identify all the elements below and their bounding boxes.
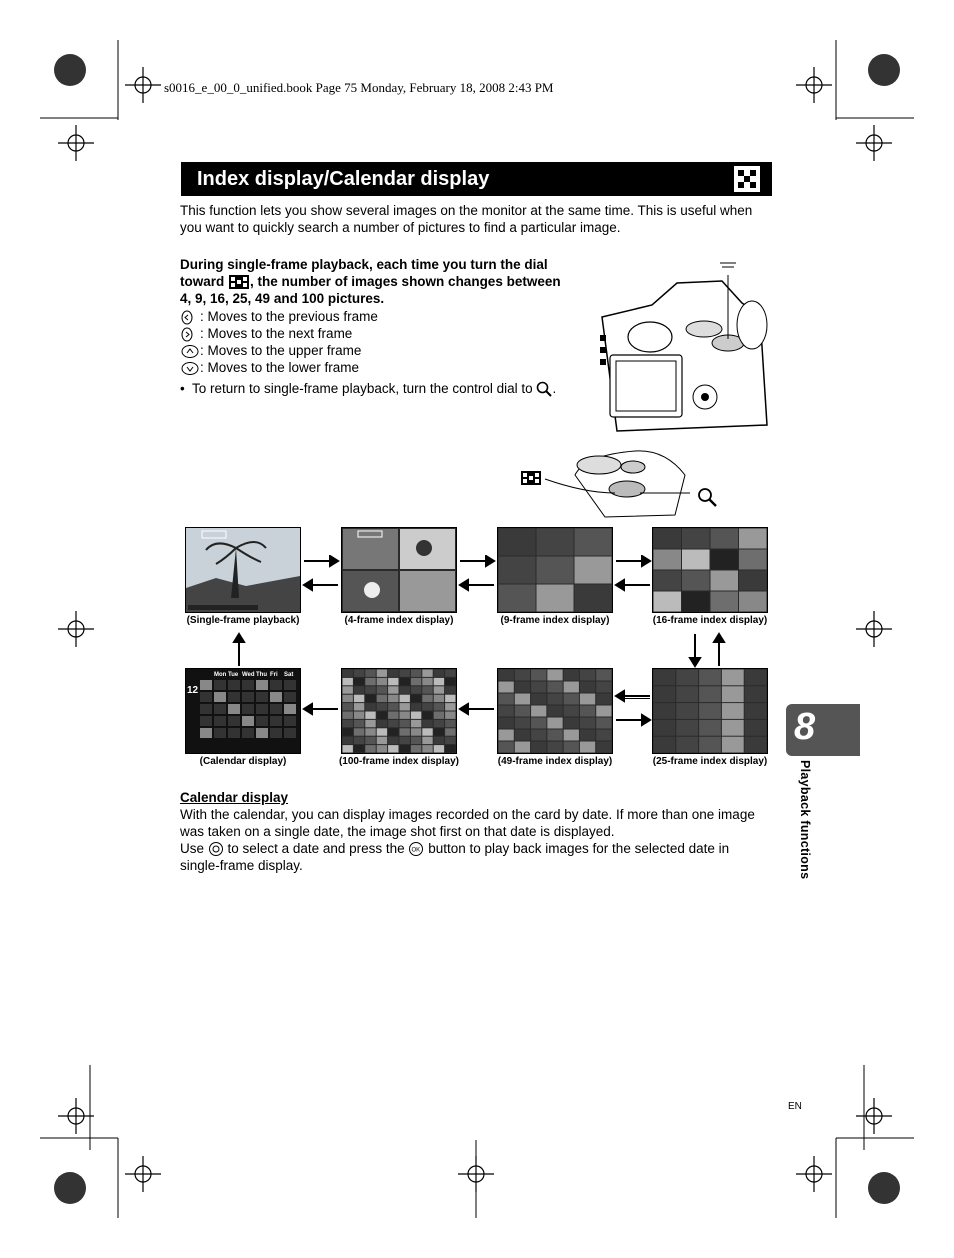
thumbnail-cell: [564, 670, 579, 681]
thumbnail-cell: [422, 737, 432, 744]
down-arrow-icon: [180, 361, 200, 376]
calendar-day-header: Thu: [256, 672, 267, 678]
thumbnail-cell: [377, 670, 387, 677]
thumbnail-cell: [654, 737, 676, 753]
calendar-day-cell: [284, 680, 296, 690]
thumbnail-cell: [682, 529, 710, 549]
thumbnail-cell: [400, 686, 410, 693]
left-arrow-icon: [180, 310, 200, 325]
thumbnail-cell: [499, 529, 536, 556]
caption-nine: (9-frame index display): [500, 615, 610, 626]
thumbnail-cell: [400, 670, 410, 677]
thumbnail-cell: [388, 678, 398, 685]
thumbnail-cell: [499, 742, 514, 753]
calendar-day-cell: [270, 680, 282, 690]
calendar-day-cell: [242, 680, 254, 690]
thumbnail-cell: [422, 670, 432, 677]
calendar-paragraph-1: With the calendar, you can display images recorded on the card by date. If more than one image was taken on a single date, the image shot first on that date is displayed.: [180, 807, 755, 839]
thumbnail-cell: [365, 686, 375, 693]
moves-list: [180, 308, 580, 376]
calendar-day-header: Wed: [242, 672, 255, 678]
thumbnail-cell: [682, 592, 710, 612]
instruction-line-3: 4, 9, 16, 25, 49 and 100 pictures.: [180, 291, 385, 307]
calendar-day-cell: [256, 692, 268, 702]
thumbnail-cell: [575, 529, 612, 556]
calendar-day-cell: [228, 716, 240, 726]
thumbnail-cell: [547, 730, 562, 741]
thumbnail-cell: [388, 686, 398, 693]
thumbnail-cell: [676, 686, 698, 702]
calendar-section: [180, 789, 770, 874]
calendar-day-cell: [200, 704, 212, 714]
thumbnail-cell: [354, 737, 364, 744]
thumbnail-cell: [564, 730, 579, 741]
thumbnail-cell: [422, 745, 432, 752]
thumbnail-cell: [343, 686, 353, 693]
thumbnail-cell: [400, 737, 410, 744]
thumbnail-cell: [400, 678, 410, 685]
thumbnail-cell: [377, 737, 387, 744]
calendar-day-cell: [200, 692, 212, 702]
thumbnail-cell: [377, 728, 387, 735]
thumbnail-cell: [422, 678, 432, 685]
svg-text:OK: OK: [411, 847, 421, 854]
thumbnail-cell: [711, 550, 739, 570]
thumbnail-cell: [745, 703, 767, 719]
thumbnail-cell: [654, 720, 676, 736]
thumbnail-cell: [745, 737, 767, 753]
thumbnail-cell: [377, 745, 387, 752]
thumbnail-cell: [531, 730, 546, 741]
thumbnail-cell: [434, 737, 444, 744]
thumbnail-cell: [422, 686, 432, 693]
calendar-day-cell: [242, 716, 254, 726]
chapter-number: 8: [794, 706, 816, 748]
thumbnail-cell: [343, 745, 353, 752]
calendar-day-header: Fri: [270, 672, 278, 678]
thumbnail-cell: [445, 678, 455, 685]
move-item: : Moves to the lower frame: [180, 359, 580, 376]
calendar-day-cell: [270, 716, 282, 726]
calendar-day-cell: [214, 680, 226, 690]
thumbnail-cell: [377, 686, 387, 693]
calendar-day-cell: [284, 704, 296, 714]
thumbnail-cell: [676, 720, 698, 736]
calendar-day-header: Tue: [228, 672, 239, 678]
thumbnail-cell: [531, 682, 546, 693]
thumbnail-cell: [434, 678, 444, 685]
thumbnail-cell: [596, 730, 611, 741]
thumbnail-cell: [445, 745, 455, 752]
index-display-icon: [734, 166, 760, 192]
thumbnail-cell: [699, 686, 721, 702]
thumbnail-cell: [354, 686, 364, 693]
thumbnail-cell: [699, 703, 721, 719]
thumbnail-cell: [388, 728, 398, 735]
calendar-day-cell: [200, 728, 212, 738]
thumbnail-cell: [580, 742, 595, 753]
move-item: : Moves to the upper frame: [180, 342, 580, 359]
thumbnail-cell: [434, 686, 444, 693]
thumbnail-cell: [745, 720, 767, 736]
thumbnail-cell: [682, 571, 710, 591]
thumbnail-cell: [411, 670, 421, 677]
calendar-day-header: Mon: [214, 672, 227, 678]
language-footer: EN: [788, 1101, 802, 1112]
thumbnail-cell: [699, 737, 721, 753]
instruction-block: [180, 256, 590, 307]
thumbnail-cell: [564, 682, 579, 693]
calendar-day-header: Sat: [284, 672, 294, 678]
move-item: : Moves to the previous frame: [180, 308, 580, 325]
thumbnail-cell: [365, 728, 375, 735]
calendar-month: 12: [187, 685, 199, 696]
thumbnail-cell: [388, 670, 398, 677]
calendar-paragraph-2: Use to select a date and press the OK button to play back images for the selected date in single-frame display.: [180, 841, 730, 874]
thumbnail-cell: [445, 728, 455, 735]
thumbnail-cell: [654, 670, 676, 686]
up-arrow-icon: [180, 344, 200, 359]
instruction-line-2a: toward: [180, 274, 225, 289]
thumbnail-cell: [745, 686, 767, 702]
arrows-row1: [300, 555, 652, 595]
thumbnail-cell: [388, 745, 398, 752]
thumbnail-cell: [400, 728, 410, 735]
right-arrow-icon: [180, 327, 200, 342]
thumbnail-cell: [343, 728, 353, 735]
thumbnail-cell: [711, 529, 739, 549]
thumbnail-cell: [596, 682, 611, 693]
thumbnail-cell: [411, 728, 421, 735]
calendar-day-cell: [228, 692, 240, 702]
thumbnail-cell: [365, 678, 375, 685]
thumbnail-cell: [531, 742, 546, 753]
book-header-line: s0016_e_00_0_unified.book Page 75 Monday, February 18, 2008 2:43 PM: [164, 80, 554, 95]
thumb-single-frame: [185, 527, 301, 613]
section-title-bar: [181, 162, 772, 196]
thumbnail-cell: [654, 703, 676, 719]
caption-single: (Single-frame playback): [186, 615, 300, 626]
calendar-day-cell: [214, 704, 226, 714]
thumbnail-cell: [422, 728, 432, 735]
calendar-heading: Calendar display: [180, 790, 289, 805]
thumbnail-cell: [654, 686, 676, 702]
thumbnail-cell: [434, 670, 444, 677]
thumb-calendar: [185, 668, 301, 754]
caption-sixteen: (16-frame index display): [652, 615, 768, 626]
thumbnail-cell: [343, 670, 353, 677]
magnify-icon: [536, 381, 552, 397]
calendar-day-cell: [214, 692, 226, 702]
thumbnail-cell: [711, 571, 739, 591]
caption-twentyfive: (25-frame index display): [652, 756, 768, 767]
thumbnail-cell: [354, 670, 364, 677]
calendar-day-cell: [228, 680, 240, 690]
thumbnail-cell: [499, 682, 514, 693]
thumbnail-cell: [515, 682, 530, 693]
chapter-tab: [786, 704, 860, 756]
calendar-day-cell: [200, 716, 212, 726]
chapter-side-label: Playback functions: [798, 760, 812, 880]
dial-illustration: [515, 445, 725, 523]
calendar-day-cell: [284, 728, 296, 738]
thumbnail-cell: [388, 737, 398, 744]
calendar-day-cell: [270, 704, 282, 714]
thumbnail-cell: [699, 720, 721, 736]
caption-calendar: (Calendar display): [199, 756, 287, 767]
thumbnail-cell: [722, 670, 744, 686]
thumbnail-cell: [654, 550, 682, 570]
thumbnail-cell: [445, 737, 455, 744]
thumbnail-cell: [699, 670, 721, 686]
calendar-day-cell: [284, 692, 296, 702]
thumbnail-cell: [676, 703, 698, 719]
calendar-day-cell: [284, 716, 296, 726]
thumbnail-cell: [722, 686, 744, 702]
camera-illustration: [592, 255, 774, 437]
calendar-day-cell: [214, 716, 226, 726]
thumbnail-cell: [580, 730, 595, 741]
thumbnail-cell: [411, 686, 421, 693]
move-item: : Moves to the next frame: [180, 325, 580, 342]
thumbnail-cell: [365, 737, 375, 744]
thumbnail-cell: [564, 742, 579, 753]
thumbnail-cell: [745, 670, 767, 686]
thumbnail-cell: [739, 571, 767, 591]
thumbnail-cell: [515, 670, 530, 681]
thumbnail-cell: [722, 720, 744, 736]
thumbnail-cell: [499, 730, 514, 741]
thumbnail-cell: [676, 737, 698, 753]
caption-four: (4-frame index display): [344, 615, 454, 626]
calendar-day-cell: [270, 692, 282, 702]
arrow-pad-icon: [208, 841, 224, 857]
thumbnail-cell: [365, 670, 375, 677]
thumbnail-cell: [411, 737, 421, 744]
thumbnail-cell: [365, 745, 375, 752]
section-title: Index display/Calendar display: [197, 168, 490, 190]
calendar-day-cell: [256, 680, 268, 690]
ok-button-icon: [408, 841, 424, 857]
thumbnail-cell: [547, 742, 562, 753]
thumbnail-cell: [354, 678, 364, 685]
thumbnail-cell: [722, 703, 744, 719]
caption-fortynine: (49-frame index display): [497, 756, 613, 767]
thumbnail-cell: [596, 742, 611, 753]
calendar-day-cell: [242, 728, 254, 738]
thumbnail-cell: [377, 678, 387, 685]
thumbnail-cell: [580, 670, 595, 681]
thumbnail-cell: [531, 670, 546, 681]
thumbnail-cell: [711, 592, 739, 612]
calendar-day-cell: [242, 692, 254, 702]
thumbnail-cell: [537, 529, 574, 556]
thumbnail-cell: [739, 529, 767, 549]
arrows-vertical: [225, 632, 745, 668]
thumbnail-cell: [445, 686, 455, 693]
thumbnail-cell: [722, 737, 744, 753]
calendar-day-cell: [256, 716, 268, 726]
calendar-day-cell: [228, 704, 240, 714]
thumbnail-cell: [343, 737, 353, 744]
calendar-day-cell: [242, 704, 254, 714]
thumbnail-cell: [343, 678, 353, 685]
thumbnail-cell: [682, 550, 710, 570]
calendar-day-cell: [256, 704, 268, 714]
thumbnail-cell: [580, 682, 595, 693]
thumbnail-cell: [515, 730, 530, 741]
thumbnail-cell: [434, 745, 444, 752]
thumbnail-cell: [547, 670, 562, 681]
thumbnail-cell: [547, 682, 562, 693]
intro-paragraph: This function lets you show several images on the monitor at the same time. This is useful when you want to quickly search a number of pictures to find a particular image.: [180, 203, 753, 235]
thumbnail-cell: [596, 670, 611, 681]
thumbnail-cell: [739, 592, 767, 612]
caption-hundred: (100-frame index display): [338, 756, 460, 767]
thumbnail-cell: [654, 529, 682, 549]
calendar-day-cell: [270, 728, 282, 738]
thumbnail-cell: [400, 745, 410, 752]
thumbnail-cell: [411, 678, 421, 685]
thumbnail-cell: [354, 728, 364, 735]
thumbnail-cell: [515, 742, 530, 753]
instruction-line-2b: , the number of images shown changes between: [250, 274, 561, 289]
return-note: • To return to single-frame playback, turn the control dial to .: [180, 381, 557, 396]
calendar-day-cell: [228, 728, 240, 738]
calendar-day-cell: [200, 680, 212, 690]
index-dial-icon: [228, 274, 250, 290]
thumbnail-cell: [739, 550, 767, 570]
thumb-25-frame: [652, 668, 768, 754]
thumb-16-frame: [652, 527, 768, 613]
arrows-row2-right: [612, 688, 656, 730]
calendar-day-cell: [214, 728, 226, 738]
thumbnail-cell: [654, 592, 682, 612]
thumbnail-cell: [411, 745, 421, 752]
arrows-row2: [300, 698, 652, 728]
thumbnail-cell: [354, 745, 364, 752]
instruction-line-1: During single-frame playback, each time you turn the dial: [180, 257, 548, 272]
thumbnail-cell: [499, 670, 514, 681]
thumbnail-cell: [676, 670, 698, 686]
thumbnail-cell: [434, 728, 444, 735]
calendar-day-cell: [256, 728, 268, 738]
thumbnail-cell: [654, 571, 682, 591]
thumbnail-cell: [445, 670, 455, 677]
